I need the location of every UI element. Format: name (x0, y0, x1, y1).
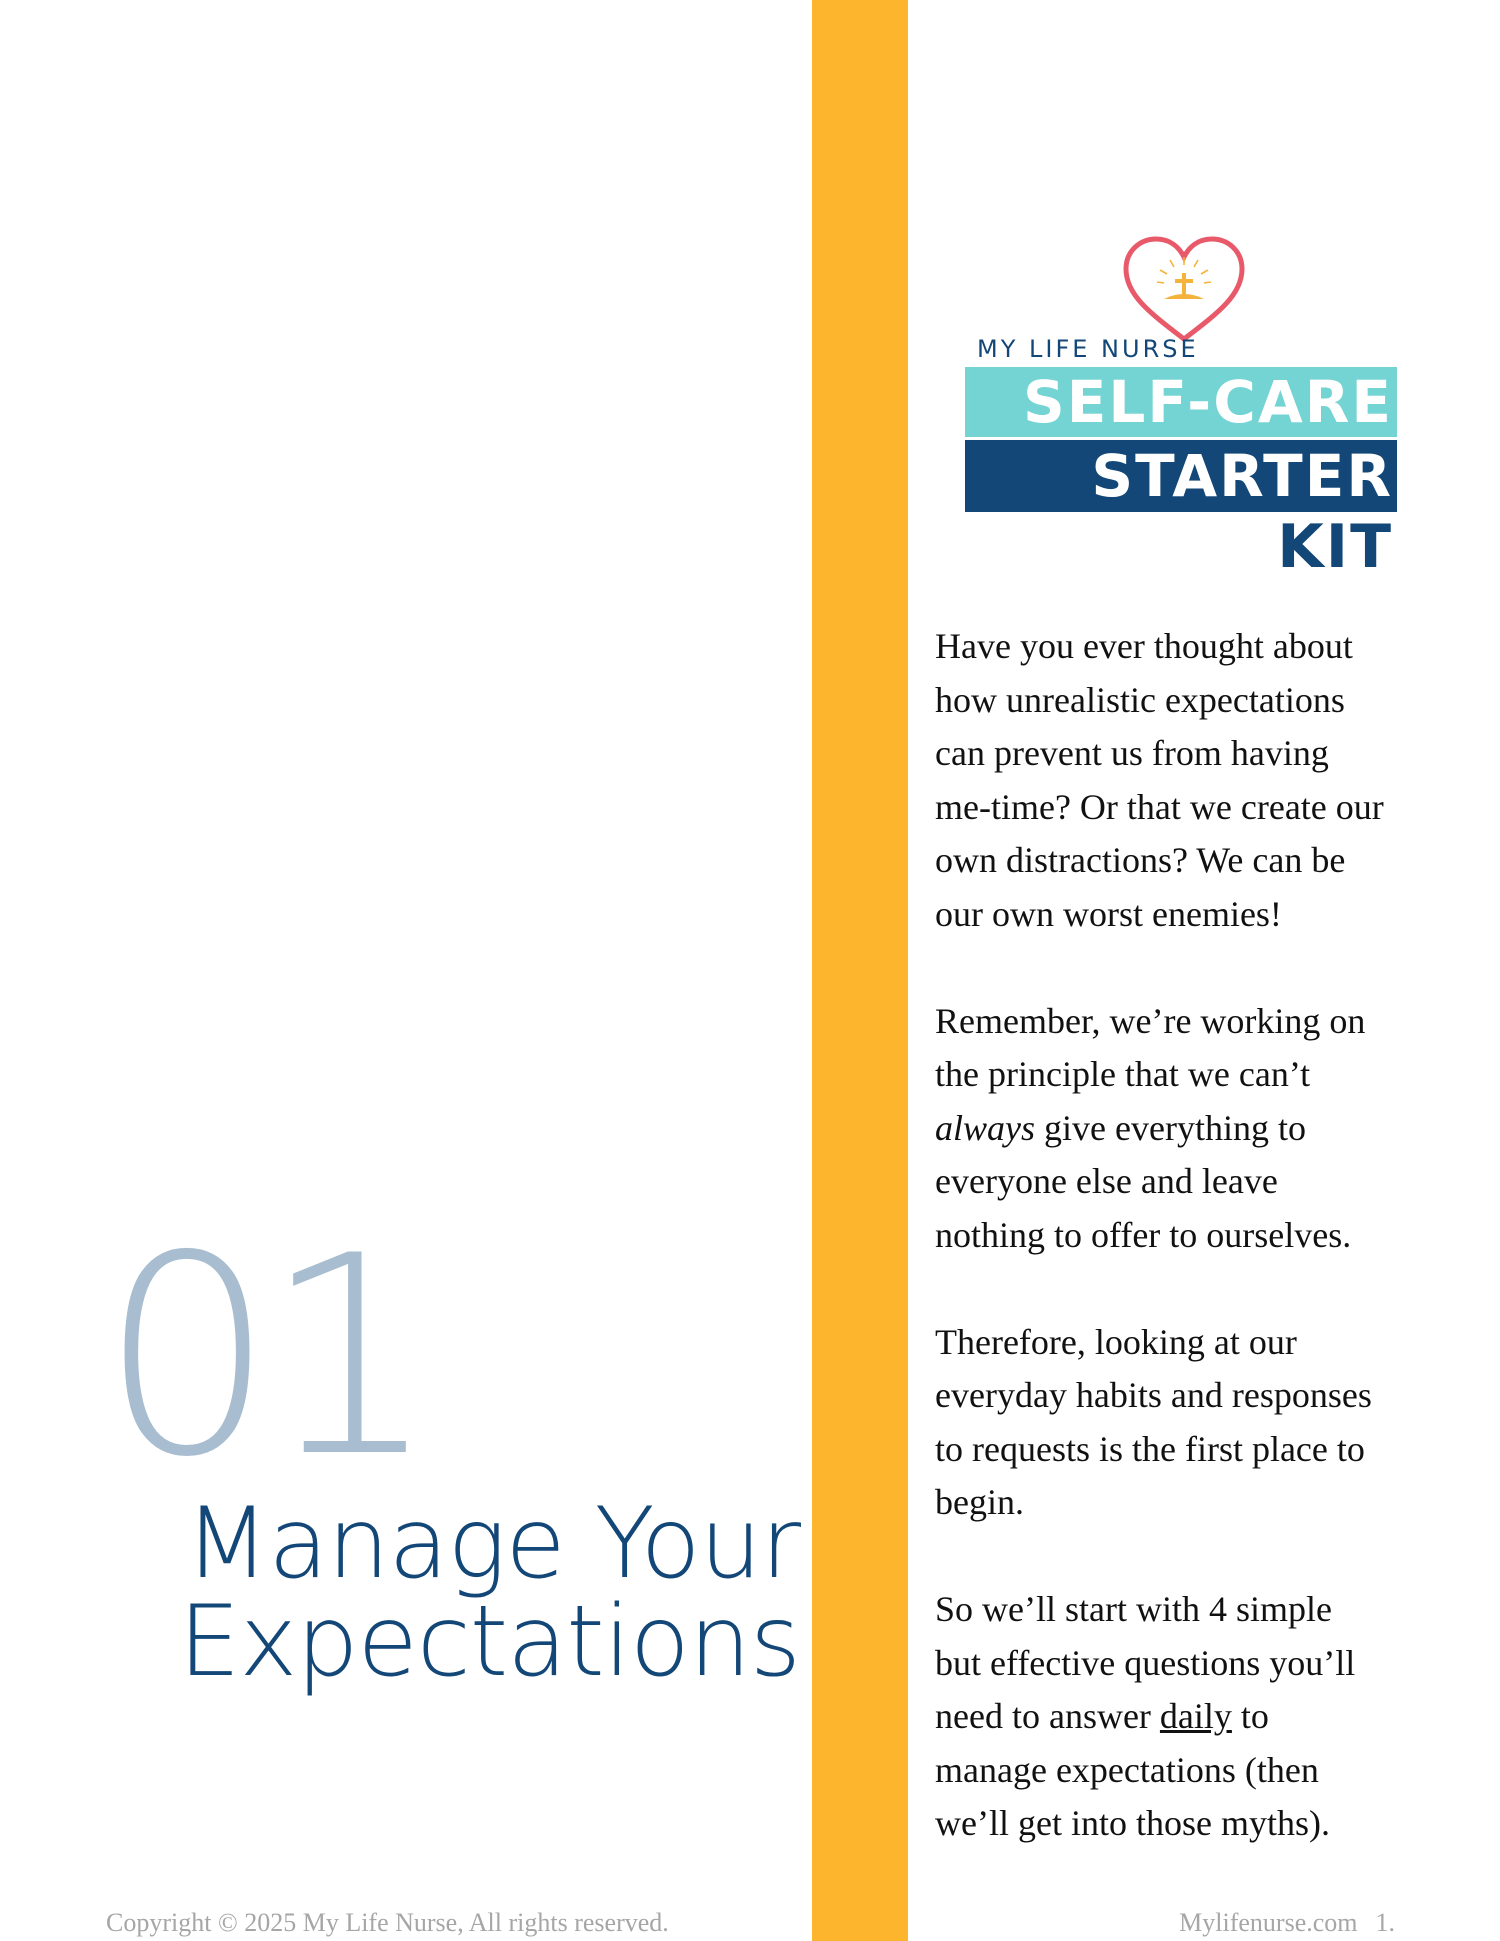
footer-site: Mylifenurse.com (1179, 1908, 1358, 1937)
paragraph-2 (935, 995, 1455, 1263)
brand-name: MY LIFE NURSE (977, 335, 1199, 363)
heart-cross-icon (1120, 235, 1248, 345)
footer-copyright: Copyright © 2025 My Life Nurse, All rights reserved. (106, 1908, 669, 1937)
text-line: Have you ever thought about (935, 626, 1353, 666)
text-fragment: give everything to (1035, 1107, 1306, 1148)
text-line: to requests is the first place to (935, 1428, 1365, 1469)
text-line: Therefore, looking at our (935, 1321, 1297, 1362)
logo (965, 235, 1397, 585)
text-line: everyone else and leave (935, 1161, 1278, 1201)
text-fragment: to (1231, 1696, 1269, 1736)
section-title-line-2: Expectations (178, 1585, 800, 1699)
text-line: can prevent us from having (935, 733, 1329, 773)
page-number: 1. (1375, 1908, 1395, 1937)
text-line: own distractions? We can be (935, 840, 1346, 880)
text-line: nothing to offer to ourselves. (935, 1214, 1352, 1255)
logo-line-self-care: SELF-CARE (965, 367, 1397, 437)
text-line: but effective questions you’ll (935, 1642, 1356, 1683)
text-line: me-time? Or that we create our (935, 786, 1384, 827)
section-title-line-1: Manage Your (184, 1487, 800, 1601)
text-line: Remember, we’re working on (935, 1000, 1366, 1041)
text-line: the principle that we can’t (935, 1054, 1311, 1094)
logo-line-kit: KIT (1277, 512, 1393, 582)
text-line: how unrealistic expectations (935, 679, 1345, 720)
paragraph-4 (935, 1583, 1455, 1851)
footer-right (1179, 1908, 1395, 1938)
paragraph-1 (935, 620, 1455, 941)
body-text (935, 620, 1455, 1904)
text-line: begin. (935, 1482, 1024, 1522)
underline-daily: daily (1159, 1696, 1232, 1736)
text-line: our own worst enemies! (935, 893, 1282, 934)
paragraph-3 (935, 1316, 1455, 1530)
text-line (935, 1690, 1455, 1744)
emphasis-always: always (935, 1107, 1036, 1148)
text-line: So we’ll start with 4 simple (935, 1589, 1332, 1629)
section-title (100, 1487, 800, 1699)
section-number: 01 (100, 1197, 426, 1517)
text-line: manage expectations (then (935, 1749, 1319, 1790)
text-line: everyday habits and responses (935, 1375, 1372, 1415)
accent-bar (812, 0, 908, 1941)
text-fragment: need to answer (935, 1696, 1160, 1736)
text-line: we’ll get into those myths). (935, 1803, 1330, 1843)
text-line (935, 1102, 1455, 1156)
logo-line-starter: STARTER (965, 440, 1397, 512)
